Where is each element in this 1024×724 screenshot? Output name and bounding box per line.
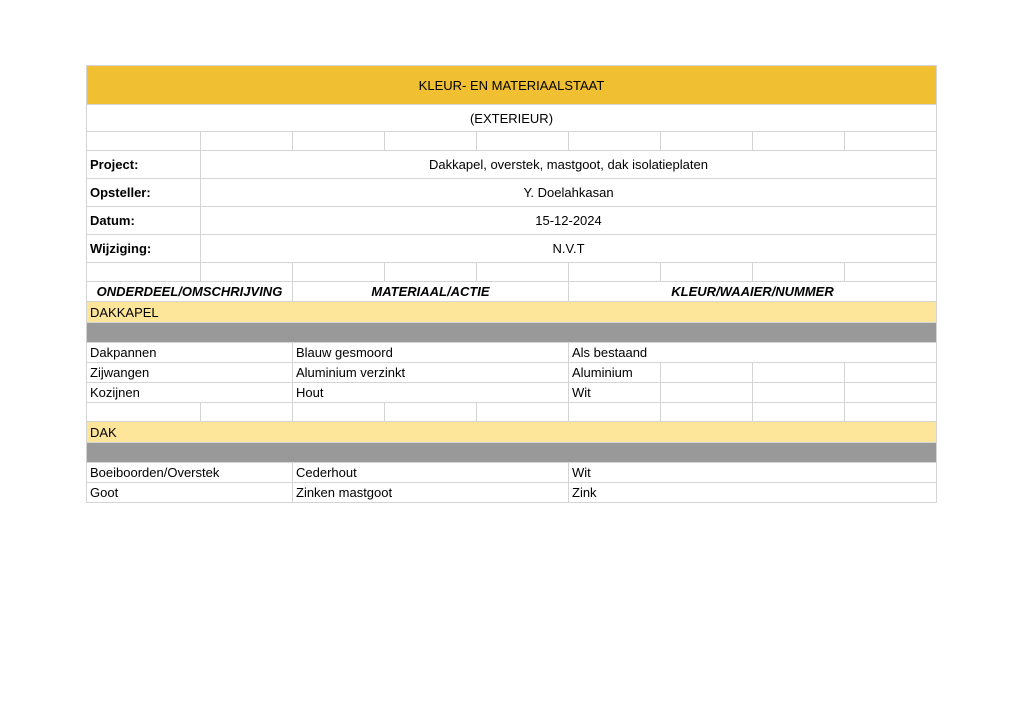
column-header-row xyxy=(87,282,937,302)
blank-row xyxy=(87,132,937,151)
info-value-revision[interactable]: N.V.T xyxy=(201,235,937,263)
cell-color[interactable]: Zink xyxy=(569,483,937,503)
color-material-sheet xyxy=(86,65,937,503)
info-label: Wijziging: xyxy=(87,235,201,263)
info-label: Datum: xyxy=(87,207,201,235)
table-row xyxy=(87,363,937,383)
cell-material[interactable]: Zinken mastgoot xyxy=(293,483,569,503)
info-value-author[interactable]: Y. Doelahkasan xyxy=(201,179,937,207)
info-value-date[interactable]: 15-12-2024 xyxy=(201,207,937,235)
column-header-material: MATERIAAL/ACTIE xyxy=(293,282,569,302)
cell-color[interactable]: Aluminium xyxy=(569,363,661,383)
cell-material[interactable]: Aluminium verzinkt xyxy=(293,363,569,383)
sheet-subtitle: (EXTERIEUR) xyxy=(87,105,937,132)
cell-part[interactable]: Zijwangen xyxy=(87,363,293,383)
cell-material[interactable]: Blauw gesmoord xyxy=(293,343,569,363)
section-header-dakkapel[interactable]: DAKKAPEL xyxy=(87,302,937,323)
section-header-dak[interactable]: DAK xyxy=(87,422,937,443)
cell-part[interactable]: Kozijnen xyxy=(87,383,293,403)
cell-color[interactable]: Wit xyxy=(569,383,661,403)
column-header-part: ONDERDEEL/OMSCHRIJVING xyxy=(87,282,293,302)
cell-material[interactable]: Hout xyxy=(293,383,569,403)
cell-color[interactable]: Als bestaand xyxy=(569,343,937,363)
blank-row xyxy=(87,403,937,422)
grey-band xyxy=(87,323,937,343)
cell-part[interactable]: Dakpannen xyxy=(87,343,293,363)
table-row xyxy=(87,343,937,363)
cell-material[interactable]: Cederhout xyxy=(293,463,569,483)
table-row xyxy=(87,463,937,483)
info-value-project[interactable]: Dakkapel, overstek, mastgoot, dak isolatieplaten xyxy=(201,151,937,179)
blank-row xyxy=(87,263,937,282)
info-label: Project: xyxy=(87,151,201,179)
table-row xyxy=(87,383,937,403)
info-row-date xyxy=(87,207,937,235)
info-row-revision xyxy=(87,235,937,263)
grey-band xyxy=(87,443,937,463)
info-row-project xyxy=(87,151,937,179)
cell-part[interactable]: Boeiboorden/Overstek xyxy=(87,463,293,483)
column-header-color: KLEUR/WAAIER/NUMMER xyxy=(569,282,937,302)
info-label: Opsteller: xyxy=(87,179,201,207)
cell-part[interactable]: Goot xyxy=(87,483,293,503)
table-row xyxy=(87,483,937,503)
sheet-title: KLEUR- EN MATERIAALSTAAT xyxy=(87,66,937,105)
cell-color[interactable]: Wit xyxy=(569,463,937,483)
info-row-author xyxy=(87,179,937,207)
